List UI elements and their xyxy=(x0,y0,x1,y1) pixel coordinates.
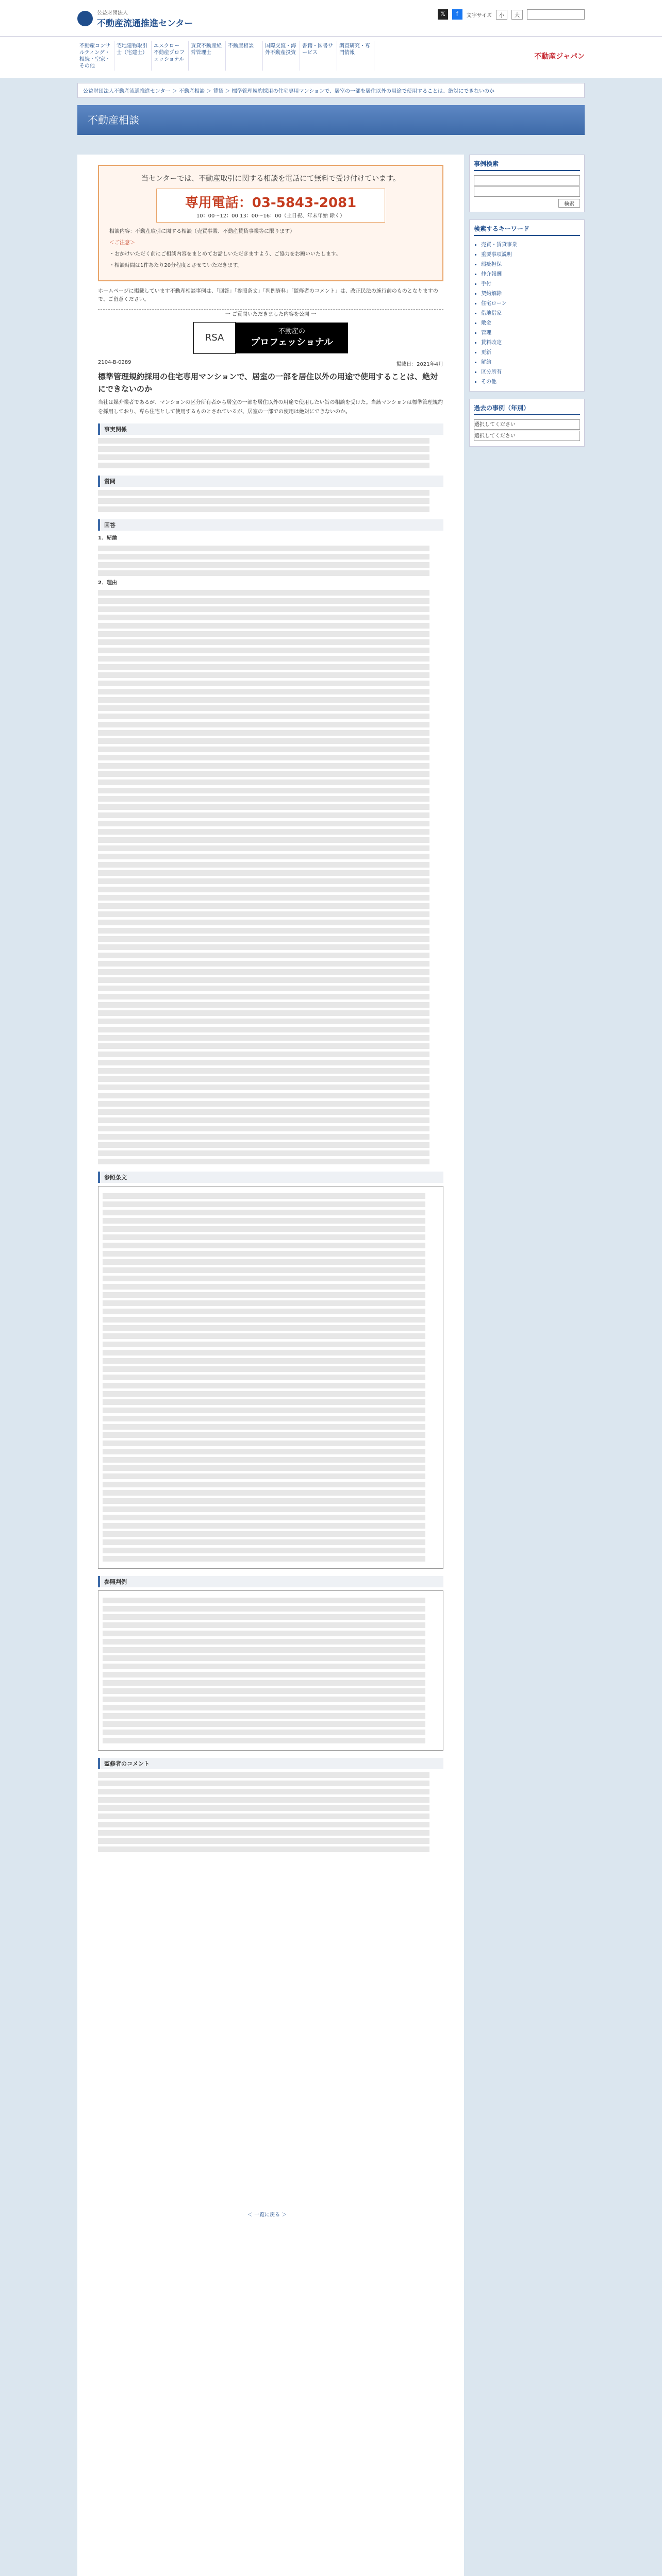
pro-banner[interactable] xyxy=(193,323,348,353)
nav-item-chintai[interactable]: 賃貸不動産経営管理士 xyxy=(189,41,226,71)
article-meta xyxy=(98,360,443,367)
case-search-select[interactable] xyxy=(474,175,580,185)
keyword-item[interactable]: • 手付 xyxy=(481,279,580,289)
notice-text: ホームページに掲載しています不動産相談事例は、「回答」「参照条文」「判例資料」「監修者のコメント」は、改正民法の施行前のものとなりますので、ご留意ください。 xyxy=(98,289,438,302)
nav-item-kokusai[interactable]: 国際交流・海外不動産投資 xyxy=(263,41,300,71)
site-search-input[interactable] xyxy=(527,9,585,20)
nav-item-research[interactable]: 調査研究・専門情報 xyxy=(337,41,374,71)
font-large-button[interactable]: 大 xyxy=(511,10,523,20)
consult-lead: 当センターでは、不動産取引に関する相談を電話にて無料で受け付けています。 xyxy=(141,175,401,183)
font-small-button[interactable]: 小 xyxy=(496,10,507,20)
nav-item-takken[interactable]: 宅地建物取引士（宅建士） xyxy=(114,41,152,71)
keyword-item[interactable]: • 重要事項説明 xyxy=(481,250,580,260)
dash-label: 一 ご質問いただきました内容を公開 一 xyxy=(98,309,443,317)
facebook-icon[interactable]: f xyxy=(452,9,462,20)
case-search-button[interactable]: 検索 xyxy=(558,199,580,208)
header-tools xyxy=(438,9,585,20)
consult-tel[interactable]: 専用電話：03-5843-2081 xyxy=(185,195,357,211)
breadcrumb[interactable]: 公益財団法人不動産流通推進センター ＞ 不動産相談 ＞ 賃貸 ＞ 標準管理規約採用の住宅専用マンションで、居室の一部を居住以外の用途で使用することは、絶対にできないのか xyxy=(77,83,585,98)
statutes-box xyxy=(98,1186,443,1569)
keyword-item[interactable]: • 仲介報酬 xyxy=(481,269,580,279)
keyword-item[interactable]: • 敷金 xyxy=(481,318,580,328)
case-search-input[interactable] xyxy=(474,187,580,197)
x-icon[interactable]: 𝕏 xyxy=(438,9,448,20)
article-intro: 当社は媒介業者であるが、マンションの区分所有者から居室の一部を居住以外の用途で使用したい旨の相談を受けた。当該マンションは標準管理規約を採用しており、専ら住宅として使用するものとされているが、居室の一部での使用は絶対にできないのか。 xyxy=(98,400,443,415)
answer-reason-text xyxy=(98,590,443,1164)
back-to-list-link[interactable]: ＜ 一覧に戻る ＞ xyxy=(247,2212,287,2218)
section-facts: 事実関係 xyxy=(98,423,443,435)
consult-hours: 10：00～12：00 13：00～16：00（土日祝、年末年始 除く） xyxy=(196,213,345,219)
section-statutes: 参照条文 xyxy=(98,1172,443,1183)
keyword-item[interactable]: • 売買・賃貸事業 xyxy=(481,240,580,250)
keyword-item[interactable]: • その他 xyxy=(481,377,580,387)
keyword-item[interactable]: • 区分所有 xyxy=(481,367,580,377)
month-select[interactable]: 選択してください xyxy=(474,431,580,441)
consult-p2: ＜ご注意＞ xyxy=(109,240,135,246)
keyword-item[interactable]: • 賃料改定 xyxy=(481,338,580,348)
section-comment: 監修者のコメント xyxy=(98,1758,443,1769)
comment-text xyxy=(98,1772,443,1852)
article-date: 掲載日：2021年4月 xyxy=(396,362,443,367)
org-small: 公益財団法人 xyxy=(97,10,128,16)
answer-conclusion-label: 1．結論 xyxy=(98,535,117,541)
consult-p3: ・おかけいただく前にご相談内容をまとめてお話しいただきますよう、ご協力をお願いいたします。 xyxy=(109,251,341,257)
past-cases-box xyxy=(469,399,585,447)
past-cases-title: 過去の事例（年別） xyxy=(474,403,580,415)
cases-box xyxy=(98,1590,443,1751)
keyword-item[interactable]: • 住宅ローン xyxy=(481,299,580,309)
keyword-box xyxy=(469,219,585,392)
case-search-title: 事例検索 xyxy=(474,159,580,171)
article-id: 2104-B-0289 xyxy=(98,360,131,365)
section-cases: 参照判例 xyxy=(98,1576,443,1587)
site-header xyxy=(0,0,662,36)
question-text xyxy=(98,490,443,512)
consult-tel-box xyxy=(156,189,385,223)
banner-line2: プロフェッショナル xyxy=(251,336,333,348)
keyword-item[interactable]: • 解約 xyxy=(481,358,580,367)
nav-item-books[interactable]: 書籍・図書サービス xyxy=(300,41,337,71)
section-answer: 回答 xyxy=(98,519,443,531)
keyword-item[interactable]: • 借地借家 xyxy=(481,309,580,318)
logo-mark-icon xyxy=(77,11,93,26)
answer-reason-label: 2．理由 xyxy=(98,580,117,586)
keyword-title: 検索するキーワード xyxy=(474,224,580,236)
keyword-item[interactable]: • 契約解除 xyxy=(481,289,580,299)
keyword-item[interactable]: • 瑕疵担保 xyxy=(481,260,580,269)
keyword-item[interactable]: • 更新 xyxy=(481,348,580,358)
answer-conclusion-text xyxy=(98,546,443,576)
fudosan-japan-link[interactable]: 不動産ジャパン xyxy=(534,53,585,61)
article-title: 標準管理規約採用の住宅専用マンションで、居室の一部を居住以外の用途で使用することは、絶対にできないのか xyxy=(98,372,438,394)
page-title: 不動産相談 xyxy=(77,105,585,135)
org-name: 不動産流通推進センター xyxy=(97,19,193,29)
sidebar xyxy=(469,155,585,454)
section-question: 質問 xyxy=(98,476,443,487)
consult-p4: ・相談時間は1件あたり20分程度とさせていただきます。 xyxy=(109,263,243,268)
keyword-item[interactable]: • 管理 xyxy=(481,328,580,338)
facts-text xyxy=(98,438,443,468)
consult-p1: 相談内容：不動産取引に関する相談（売買事業、不動産賃貸事業等に限ります） xyxy=(109,229,295,234)
nav-item-consulting[interactable]: 不動産コンサルティング・相続・空家・その他 xyxy=(77,41,114,71)
case-search-box xyxy=(469,155,585,212)
global-nav xyxy=(0,36,662,78)
banner-line1: 不動産の xyxy=(278,327,305,335)
font-size-label: 文字サイズ xyxy=(466,12,492,19)
year-select[interactable]: 選択してください xyxy=(474,419,580,430)
site-logo[interactable] xyxy=(77,8,193,29)
rsa-logo: RSA xyxy=(193,322,236,354)
consult-box xyxy=(98,165,443,281)
nav-item-soudan[interactable]: 不動産相談 xyxy=(226,41,263,71)
nav-item-escrow[interactable]: エスクロー 不動産プロフェッショナル xyxy=(152,41,189,71)
